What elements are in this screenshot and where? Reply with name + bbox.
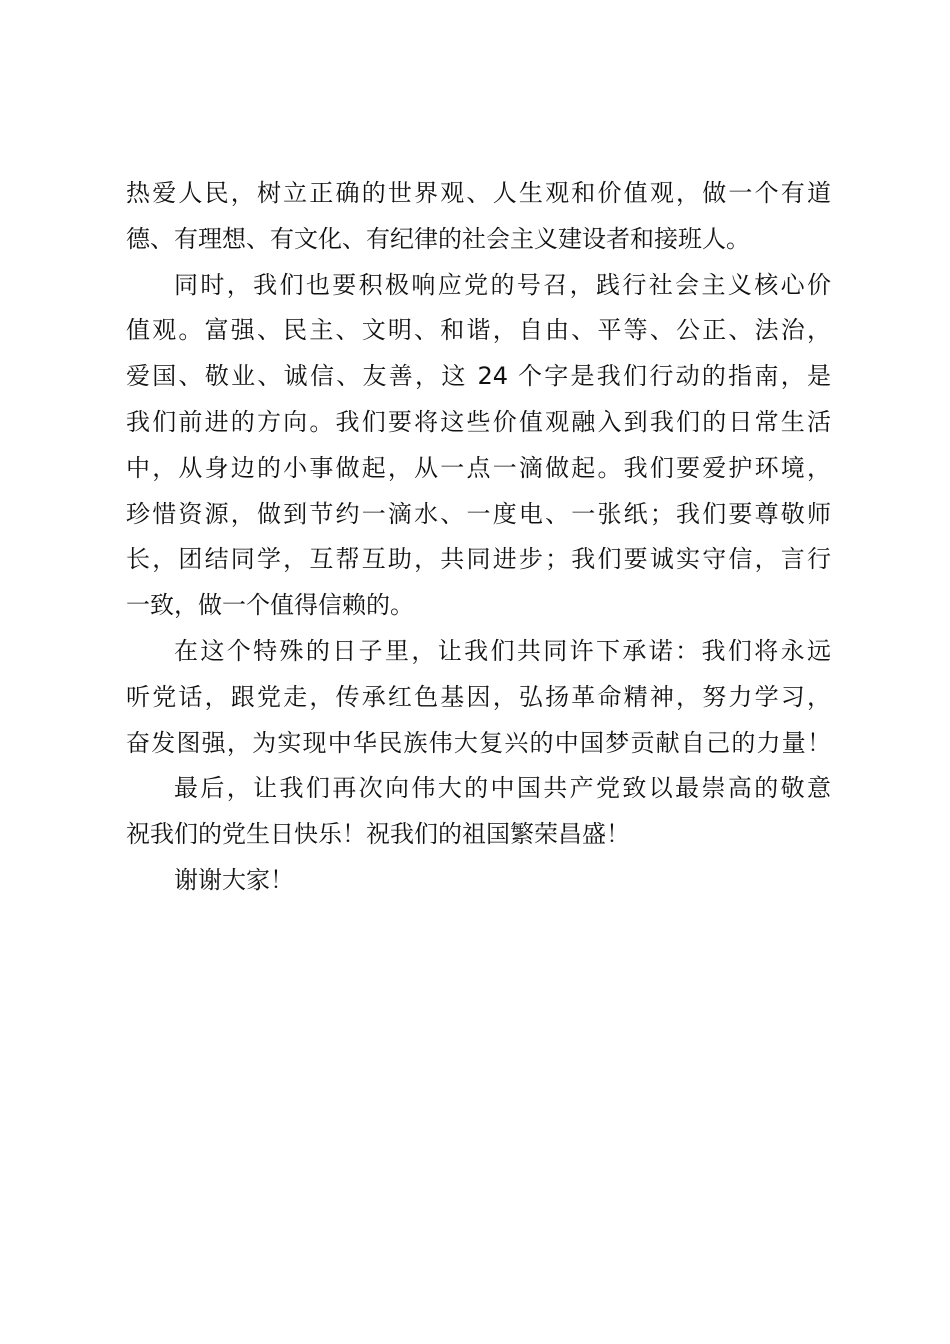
text-line: 值观。富强、民主、文明、和谐，自由、平等、公正、法治， — [126, 316, 831, 345]
text-line: 最后，让我们再次向伟大的中国共产党致以最崇高的敬意 — [174, 774, 831, 803]
text-line: 听党话，跟党走，传承红色基因，弘扬革命精神，努力学习， — [126, 682, 831, 711]
text-line: 奋发图强，为实现中华民族伟大复兴的中国梦贡献自己的力量！ — [126, 728, 831, 757]
text-line: 珍惜资源，做到节约一滴水、一度电、一张纸；我们要尊敬师 — [126, 499, 831, 528]
text-line: 德、有理想、有文化、有纪律的社会主义建设者和接班人。 — [126, 224, 750, 253]
text-line: 我们前进的方向。我们要将这些价值观融入到我们的日常生活 — [126, 407, 831, 436]
text-line: 祝我们的党生日快乐！祝我们的祖国繁荣昌盛！ — [126, 820, 630, 849]
text-line: 一致，做一个值得信赖的。 — [126, 591, 414, 620]
text-line: 中，从身边的小事做起，从一点一滴做起。我们要爱护环境， — [126, 453, 831, 482]
text-line: 长，团结同学，互帮互助，共同进步；我们要诚实守信，言行 — [126, 545, 831, 574]
body-text — [126, 171, 831, 904]
text-line: 爱国、敬业、诚信、友善，这 24 个字是我们行动的指南，是 — [126, 362, 831, 391]
text-line: 在这个特殊的日子里，让我们共同许下承诺：我们将永远 — [174, 636, 831, 665]
text-line: 热爱人民，树立正确的世界观、人生观和价值观，做一个有道 — [126, 179, 831, 207]
text-line: 同时，我们也要积极响应党的号召，践行社会主义核心价 — [174, 270, 831, 299]
text-line: 谢谢大家！ — [174, 865, 294, 894]
